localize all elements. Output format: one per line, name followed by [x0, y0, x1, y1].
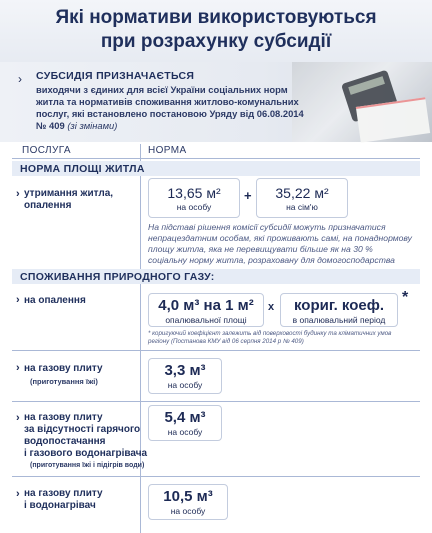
service-stove-no-hot-water-line1: на газову плиту [24, 412, 103, 423]
intro-main-text: виходячи з єдиних для всієї України соціальних норм житла та нормативів споживання житлово-комунальних послуг, які встановлено постановою Уряду від 06.08.2014 № 409 [36, 84, 304, 131]
chevron-right-icon: › [18, 72, 22, 86]
chevron-right-icon: › [16, 362, 20, 374]
service-housing [24, 188, 113, 212]
norm-value-stove-no-hot-water: 5,4 м³ [164, 409, 206, 426]
service-stove-note: (приготування їжі) [30, 377, 98, 386]
asterisk-icon: * [402, 289, 409, 306]
service-housing-line2: опалення [24, 200, 72, 211]
intro-note: (зі змінами) [67, 120, 118, 131]
title-line-1: Які нормативи використовуються [55, 7, 377, 28]
column-separator [140, 144, 141, 533]
column-header-norm: НОРМА [148, 145, 187, 156]
service-stove: на газову плиту [24, 363, 103, 374]
chevron-right-icon: › [16, 412, 20, 424]
norm-value-stove-heater: 10,5 м³ [163, 488, 213, 505]
norm-box-stove [148, 358, 222, 394]
norm-sub-per-family: на сім'ю [286, 202, 318, 212]
section-heading-gas: СПОЖИВАННЯ ПРИРОДНОГО ГАЗУ: [20, 271, 215, 283]
housing-explanation-line3: площу житла, яка не перевищувати більше як на 30 % [148, 244, 373, 254]
times-sign: х [268, 301, 275, 313]
norm-sub-stove: на особу [167, 380, 203, 390]
norm-value-per-family: 35,22 м² [275, 185, 329, 201]
service-stove-no-hot-water [24, 412, 147, 460]
heating-footnote-line1: * коригуючий коефіцієнт залежить від поверховості будинку та кліматичних умов [148, 330, 392, 337]
norm-sub-per-person: на особу [176, 202, 212, 212]
service-stove-no-hot-water-note: (приготування їжі і підігрів води) [30, 462, 145, 469]
norm-box-coefficient [280, 293, 398, 327]
chevron-right-icon: › [16, 488, 20, 500]
housing-explanation [148, 222, 412, 266]
service-heating: на опалення [24, 295, 86, 306]
norm-value-heating: 4,0 м³ на 1 м² [158, 297, 254, 314]
norm-value-per-person: 13,65 м² [167, 185, 221, 201]
row-divider [12, 476, 420, 477]
service-stove-heater-line1: на газову плиту [24, 488, 103, 499]
section-heading-housing: НОРМА ПЛОЩІ ЖИТЛА [20, 163, 145, 175]
header-divider [12, 158, 420, 159]
chevron-right-icon: › [16, 188, 20, 200]
housing-explanation-line1: На підставі рішення комісії субсидії можуть призначатися [148, 222, 386, 232]
norm-box-per-person [148, 178, 240, 218]
coefficient-label: кориг. коеф. [293, 297, 385, 314]
heating-footnote-line2: регіону (Постанова КМУ від 06 серпня 2014 р № 409) [148, 338, 304, 345]
intro-heading: СУБСИДІЯ ПРИЗНАЧАЄТЬСЯ [36, 70, 195, 82]
plus-sign: + [244, 188, 252, 203]
service-stove-no-hot-water-line3: водопостачання [24, 436, 106, 447]
row-divider [12, 350, 420, 351]
service-stove-heater [24, 488, 103, 512]
service-stove-heater-line2: і водонагрівач [24, 500, 96, 511]
row-divider [12, 401, 420, 402]
norm-sub-stove-no-hot-water: на особу [167, 427, 203, 437]
housing-explanation-line2: непрацездатним особам, які проживають самі, на понаднормову [148, 233, 412, 243]
norm-value-stove: 3,3 м³ [164, 362, 206, 379]
service-housing-line1: утримання житла, [24, 188, 114, 199]
norm-box-per-family [256, 178, 348, 218]
norm-box-heating [148, 293, 264, 327]
column-header-service: ПОСЛУГА [22, 145, 71, 156]
service-stove-no-hot-water-line4: і газового водонагрівача [24, 448, 148, 459]
calculator-photo [292, 62, 432, 142]
chevron-right-icon: › [16, 294, 20, 306]
norm-sub-heating: опалювальної площі [165, 315, 247, 325]
norm-box-stove-heater [148, 484, 228, 520]
intro-text [36, 84, 306, 132]
page-title [0, 6, 432, 54]
title-line-2: при розрахунку субсидії [100, 31, 332, 52]
coefficient-sub: в опалювальний період [292, 315, 386, 325]
service-stove-no-hot-water-line2: за відсутності гарячого [24, 424, 141, 435]
page-header [0, 0, 432, 62]
norm-sub-stove-heater: на особу [170, 506, 206, 516]
heating-footnote [148, 330, 391, 346]
norm-box-stove-no-hot-water [148, 405, 222, 441]
housing-explanation-line4: соціальну норму житла, розраховану для домогосподарства [148, 255, 395, 265]
